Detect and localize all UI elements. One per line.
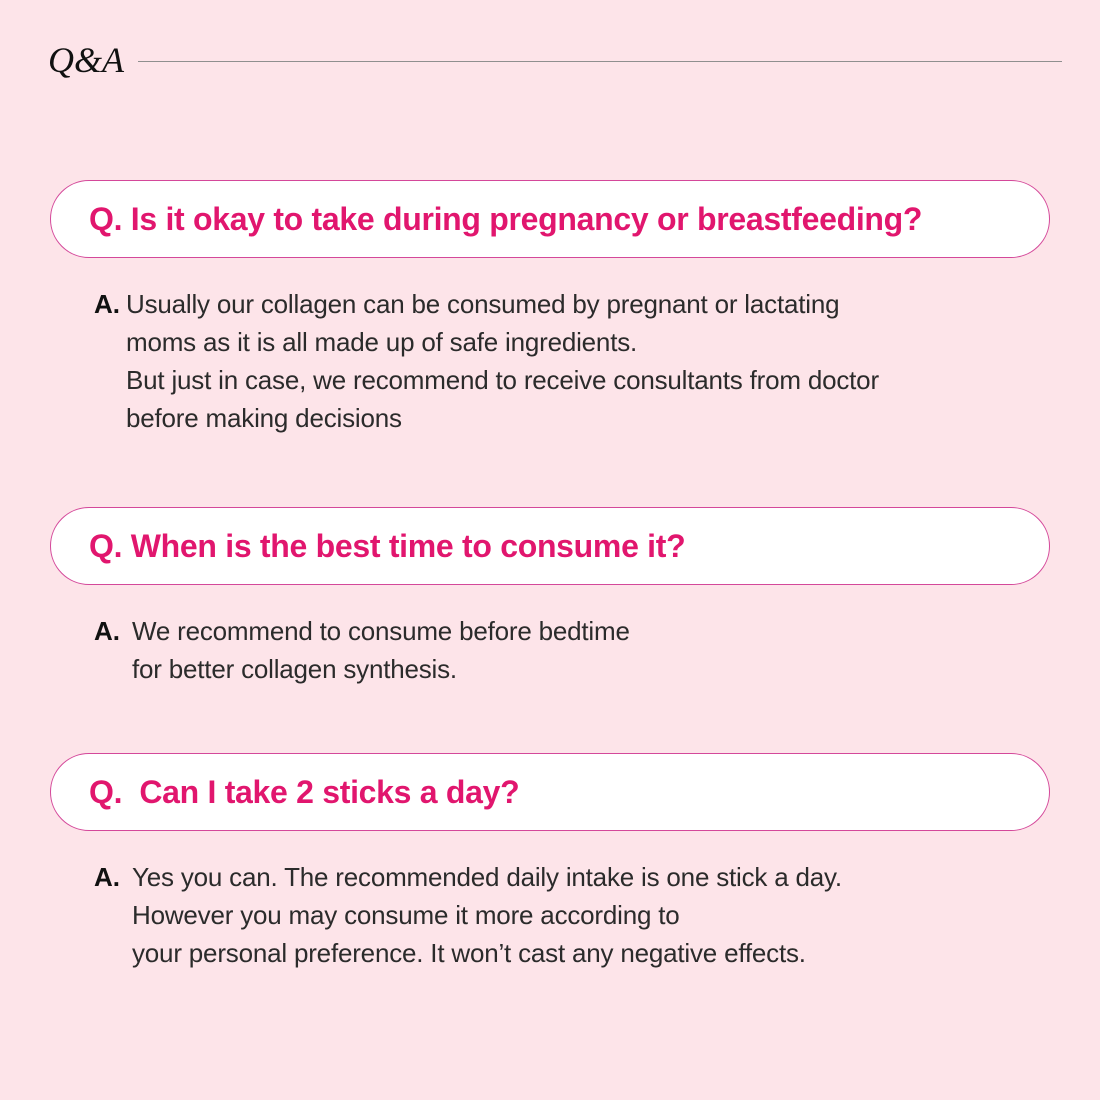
answer (94, 285, 1050, 437)
answer-line: However you may consume it more according to (132, 900, 680, 930)
answer-line: before making decisions (126, 403, 402, 433)
answer (94, 612, 1050, 688)
answer-text (132, 612, 630, 688)
answer-mark: A. (94, 862, 120, 892)
question-text: Q. Is it okay to take during pregnancy or breastfeeding? (89, 200, 923, 237)
qa-item-two-sticks (50, 753, 1050, 972)
question-text: Q. When is the best time to consume it? (89, 527, 686, 564)
answer-line: Usually our collagen can be consumed by pregnant or lactating (126, 289, 840, 319)
question-pill (50, 180, 1050, 258)
page-title: Q&A (48, 40, 124, 80)
answer-line: for better collagen synthesis. (132, 654, 457, 684)
answer-text (132, 858, 842, 972)
answer-line: We recommend to consume before bedtime (132, 616, 630, 646)
answer (94, 858, 1050, 972)
answer-line: But just in case, we recommend to receive consultants from doctor (126, 365, 879, 395)
header-divider (138, 61, 1062, 62)
answer-mark: A. (94, 289, 120, 319)
answer-text (126, 285, 879, 437)
answer-line: Yes you can. The recommended daily intake is one stick a day. (132, 862, 842, 892)
answer-line: your personal preference. It won’t cast any negative effects. (132, 938, 806, 968)
question-pill (50, 753, 1050, 831)
qa-item-best-time (50, 507, 1050, 688)
qa-header (48, 38, 1062, 82)
question-text: Q. Can I take 2 sticks a day? (89, 773, 520, 810)
answer-line: moms as it is all made up of safe ingredients. (126, 327, 638, 357)
qa-item-pregnancy (50, 180, 1050, 437)
answer-mark: A. (94, 616, 120, 646)
question-pill (50, 507, 1050, 585)
